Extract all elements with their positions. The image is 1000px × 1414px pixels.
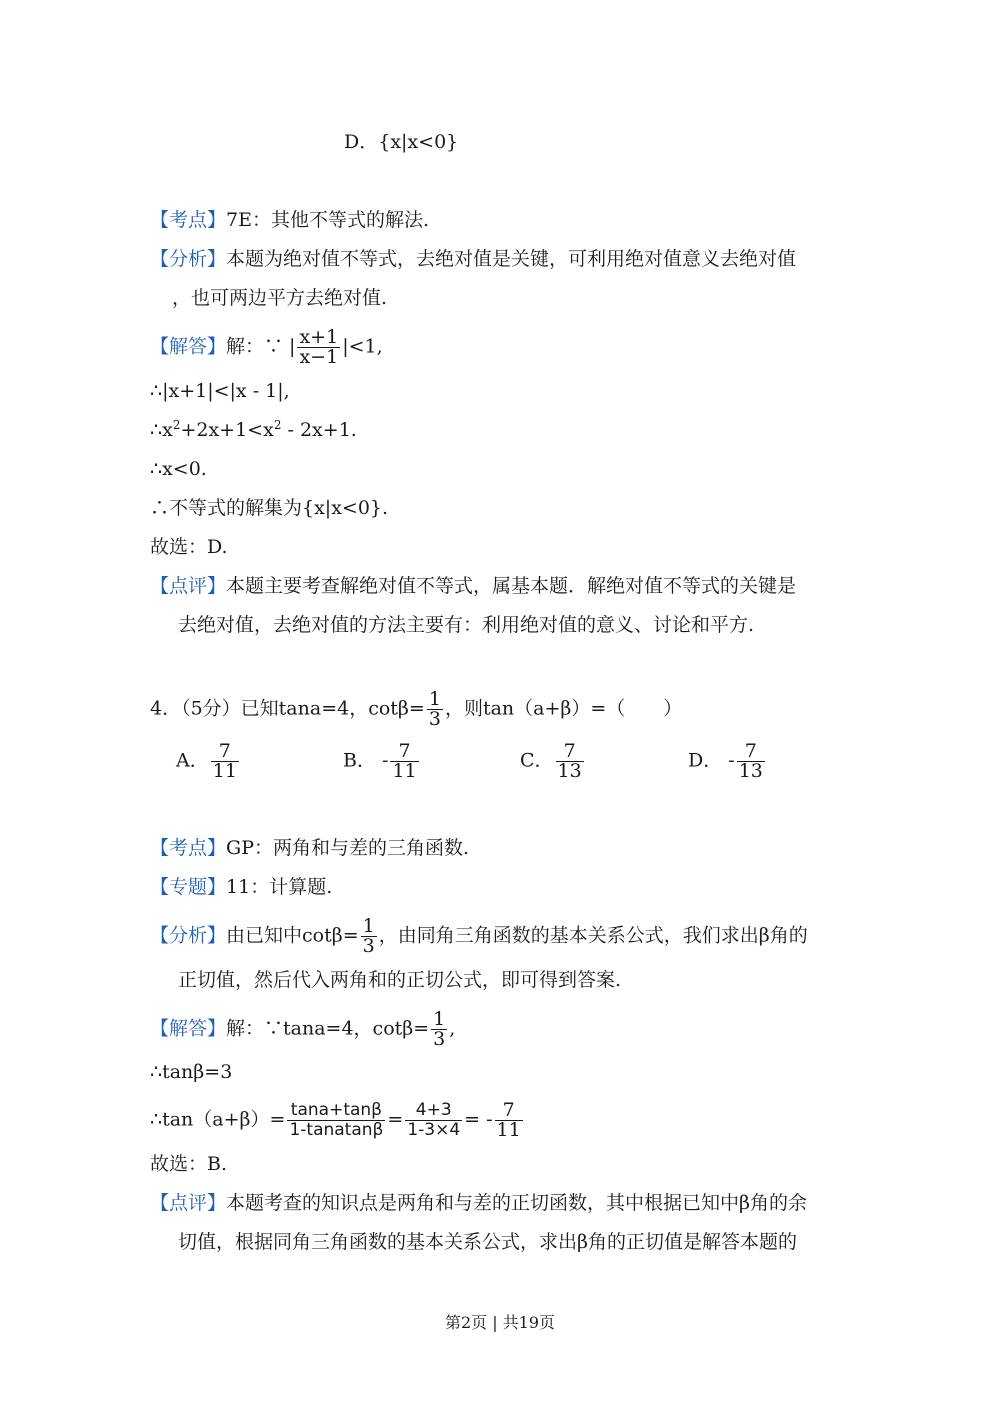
option-label: B． <box>343 749 376 772</box>
dianping-line-1 <box>150 574 796 598</box>
solution-step-2 <box>150 418 357 442</box>
fraction-numerator: 7 <box>211 742 239 762</box>
jieda-fraction <box>431 1010 447 1049</box>
q4-step-1: ∴tanβ=3 <box>150 1061 233 1083</box>
option-fraction <box>556 742 584 781</box>
fenxi-line-2: ，也可两边平方去绝对值. <box>172 287 388 309</box>
fraction-denominator: 13 <box>557 760 582 782</box>
kaodian-tag: 【考点】 <box>150 837 227 859</box>
fraction-numerator: x+1 <box>299 326 339 348</box>
q4-zhuanti-line <box>150 875 332 899</box>
exponent: 2 <box>273 418 282 432</box>
fraction-numerator: 7 <box>737 742 765 762</box>
option-label: C． <box>520 749 554 772</box>
fenxi-tag: 【分析】 <box>150 924 227 947</box>
numeric-fraction <box>405 1101 462 1140</box>
zhuanti-tag: 【专题】 <box>150 876 227 898</box>
q4-dianping-line-1 <box>150 1191 807 1215</box>
jieda-suffix: |<1, <box>342 335 383 358</box>
kaodian-line <box>150 208 429 232</box>
q4-answer: 故选：B. <box>150 1153 228 1175</box>
stem-fraction <box>427 690 443 729</box>
option-a[interactable] <box>176 742 241 781</box>
dianping-tag: 【点评】 <box>150 575 227 597</box>
kaodian-tag: 【考点】 <box>150 209 227 231</box>
fraction-denominator: x−1 <box>299 346 339 368</box>
option-fraction <box>211 742 239 781</box>
fraction-numerator: 1 <box>428 688 441 710</box>
stem-part-a: 4．（5分）已知tana=4，cotβ= <box>150 697 425 720</box>
solution-step-1: ∴|x+1|<|x - 1|, <box>150 380 290 402</box>
q4-step-2 <box>150 1101 525 1140</box>
fraction-denominator: 3 <box>428 708 441 730</box>
exponent: 2 <box>172 418 181 432</box>
fenxi-fraction <box>361 917 377 956</box>
equals-sign: = - <box>464 1108 493 1131</box>
fraction-denominator: 13 <box>738 760 763 782</box>
jieda-tag: 【解答】 <box>150 335 227 358</box>
fenxi-text-1: 本题为绝对值不等式，去绝对值是关键，可利用绝对值意义去绝对值 <box>226 248 797 270</box>
fenxi-part-b: ，由同角三角函数的基本关系公式，我们求出β角的 <box>378 924 808 947</box>
option-b[interactable] <box>343 742 421 781</box>
q4-jieda-line <box>150 1010 455 1049</box>
q4-fenxi-line-1 <box>150 917 808 956</box>
jieda-fraction <box>297 328 340 367</box>
fraction-numerator: 7 <box>556 742 584 762</box>
dianping-line-2: 去绝对值，去绝对值的方法主要有：利用绝对值的意义、讨论和平方. <box>178 614 755 636</box>
question-4-stem <box>150 690 682 729</box>
fraction-denominator: 11 <box>212 760 237 782</box>
jieda-tag: 【解答】 <box>150 1017 227 1040</box>
q4-fenxi-line-2: 正切值，然后代入两角和的正切公式，即可得到答案. <box>178 969 622 991</box>
solution-step-3: ∴x<0. <box>150 458 207 480</box>
fraction-denominator: 3 <box>362 935 375 957</box>
equals-sign: = <box>387 1108 404 1131</box>
fraction-denominator: 11 <box>496 1119 521 1141</box>
option-d[interactable] <box>688 742 767 781</box>
jieda-part-b: , <box>449 1017 456 1040</box>
q4-kaodian-line <box>150 836 469 860</box>
jieda-prefix: 解：∵ | <box>226 335 296 358</box>
step2-part-a: ∴x <box>150 419 173 441</box>
previous-option-d: D．{x|x<0} <box>344 131 459 153</box>
solution-step-4: ∴不等式的解集为{x|x<0}. <box>150 497 389 519</box>
fraction-numerator: 7 <box>495 1101 523 1121</box>
fraction-denominator: 11 <box>392 760 417 782</box>
q4-dianping-line-2: 切值，根据同角三角函数的基本关系公式，求出β角的正切值是解答本题的 <box>178 1231 797 1253</box>
option-c[interactable] <box>520 742 586 781</box>
step2-part-b: +2x+1<x <box>180 419 274 441</box>
option-label: D． <box>688 749 723 772</box>
formula-fraction <box>287 1101 385 1140</box>
fenxi-tag: 【分析】 <box>150 248 227 270</box>
kaodian-text: GP：两角和与差的三角函数. <box>226 837 470 859</box>
dianping-text-1: 本题主要考查解绝对值不等式，属基本题．解绝对值不等式的关键是 <box>226 575 797 597</box>
option-sign: - <box>382 749 389 772</box>
answer-line: 故选：D. <box>150 536 228 558</box>
fraction-numerator: tana+tanβ <box>287 1101 385 1121</box>
page-footer: 第2页 | 共19页 <box>444 1313 556 1332</box>
fraction-denominator: 3 <box>433 1028 446 1050</box>
dianping-tag: 【点评】 <box>150 1192 227 1214</box>
fraction-numerator: 1 <box>362 915 375 937</box>
jieda-line <box>150 328 383 367</box>
fraction-denominator: 1-tanatanβ <box>289 1120 384 1140</box>
step2-part-c: - 2x+1. <box>281 419 357 441</box>
zhuanti-text: 11：计算题. <box>226 876 333 898</box>
result-fraction <box>495 1101 523 1140</box>
kaodian-text: 7E：其他不等式的解法. <box>226 209 430 231</box>
option-sign: - <box>728 749 735 772</box>
fraction-numerator: 1 <box>433 1008 446 1030</box>
option-fraction <box>737 742 765 781</box>
fraction-numerator: 7 <box>390 742 418 762</box>
fraction-numerator: 4+3 <box>405 1101 462 1121</box>
stem-part-b: ，则tan（a+β）=（ ） <box>444 697 683 720</box>
fraction-denominator: 1-3×4 <box>407 1120 461 1140</box>
fenxi-line-1 <box>150 247 796 271</box>
dianping-text-1: 本题考查的知识点是两角和与差的正切函数，其中根据已知中β角的余 <box>226 1192 808 1214</box>
jieda-part-a: 解：∵tana=4，cotβ= <box>226 1017 430 1040</box>
fenxi-part-a: 由已知中cotβ= <box>226 924 359 947</box>
option-label: A． <box>176 749 209 772</box>
option-fraction <box>390 742 418 781</box>
step2-part-a: ∴tan（a+β）= <box>150 1108 286 1131</box>
